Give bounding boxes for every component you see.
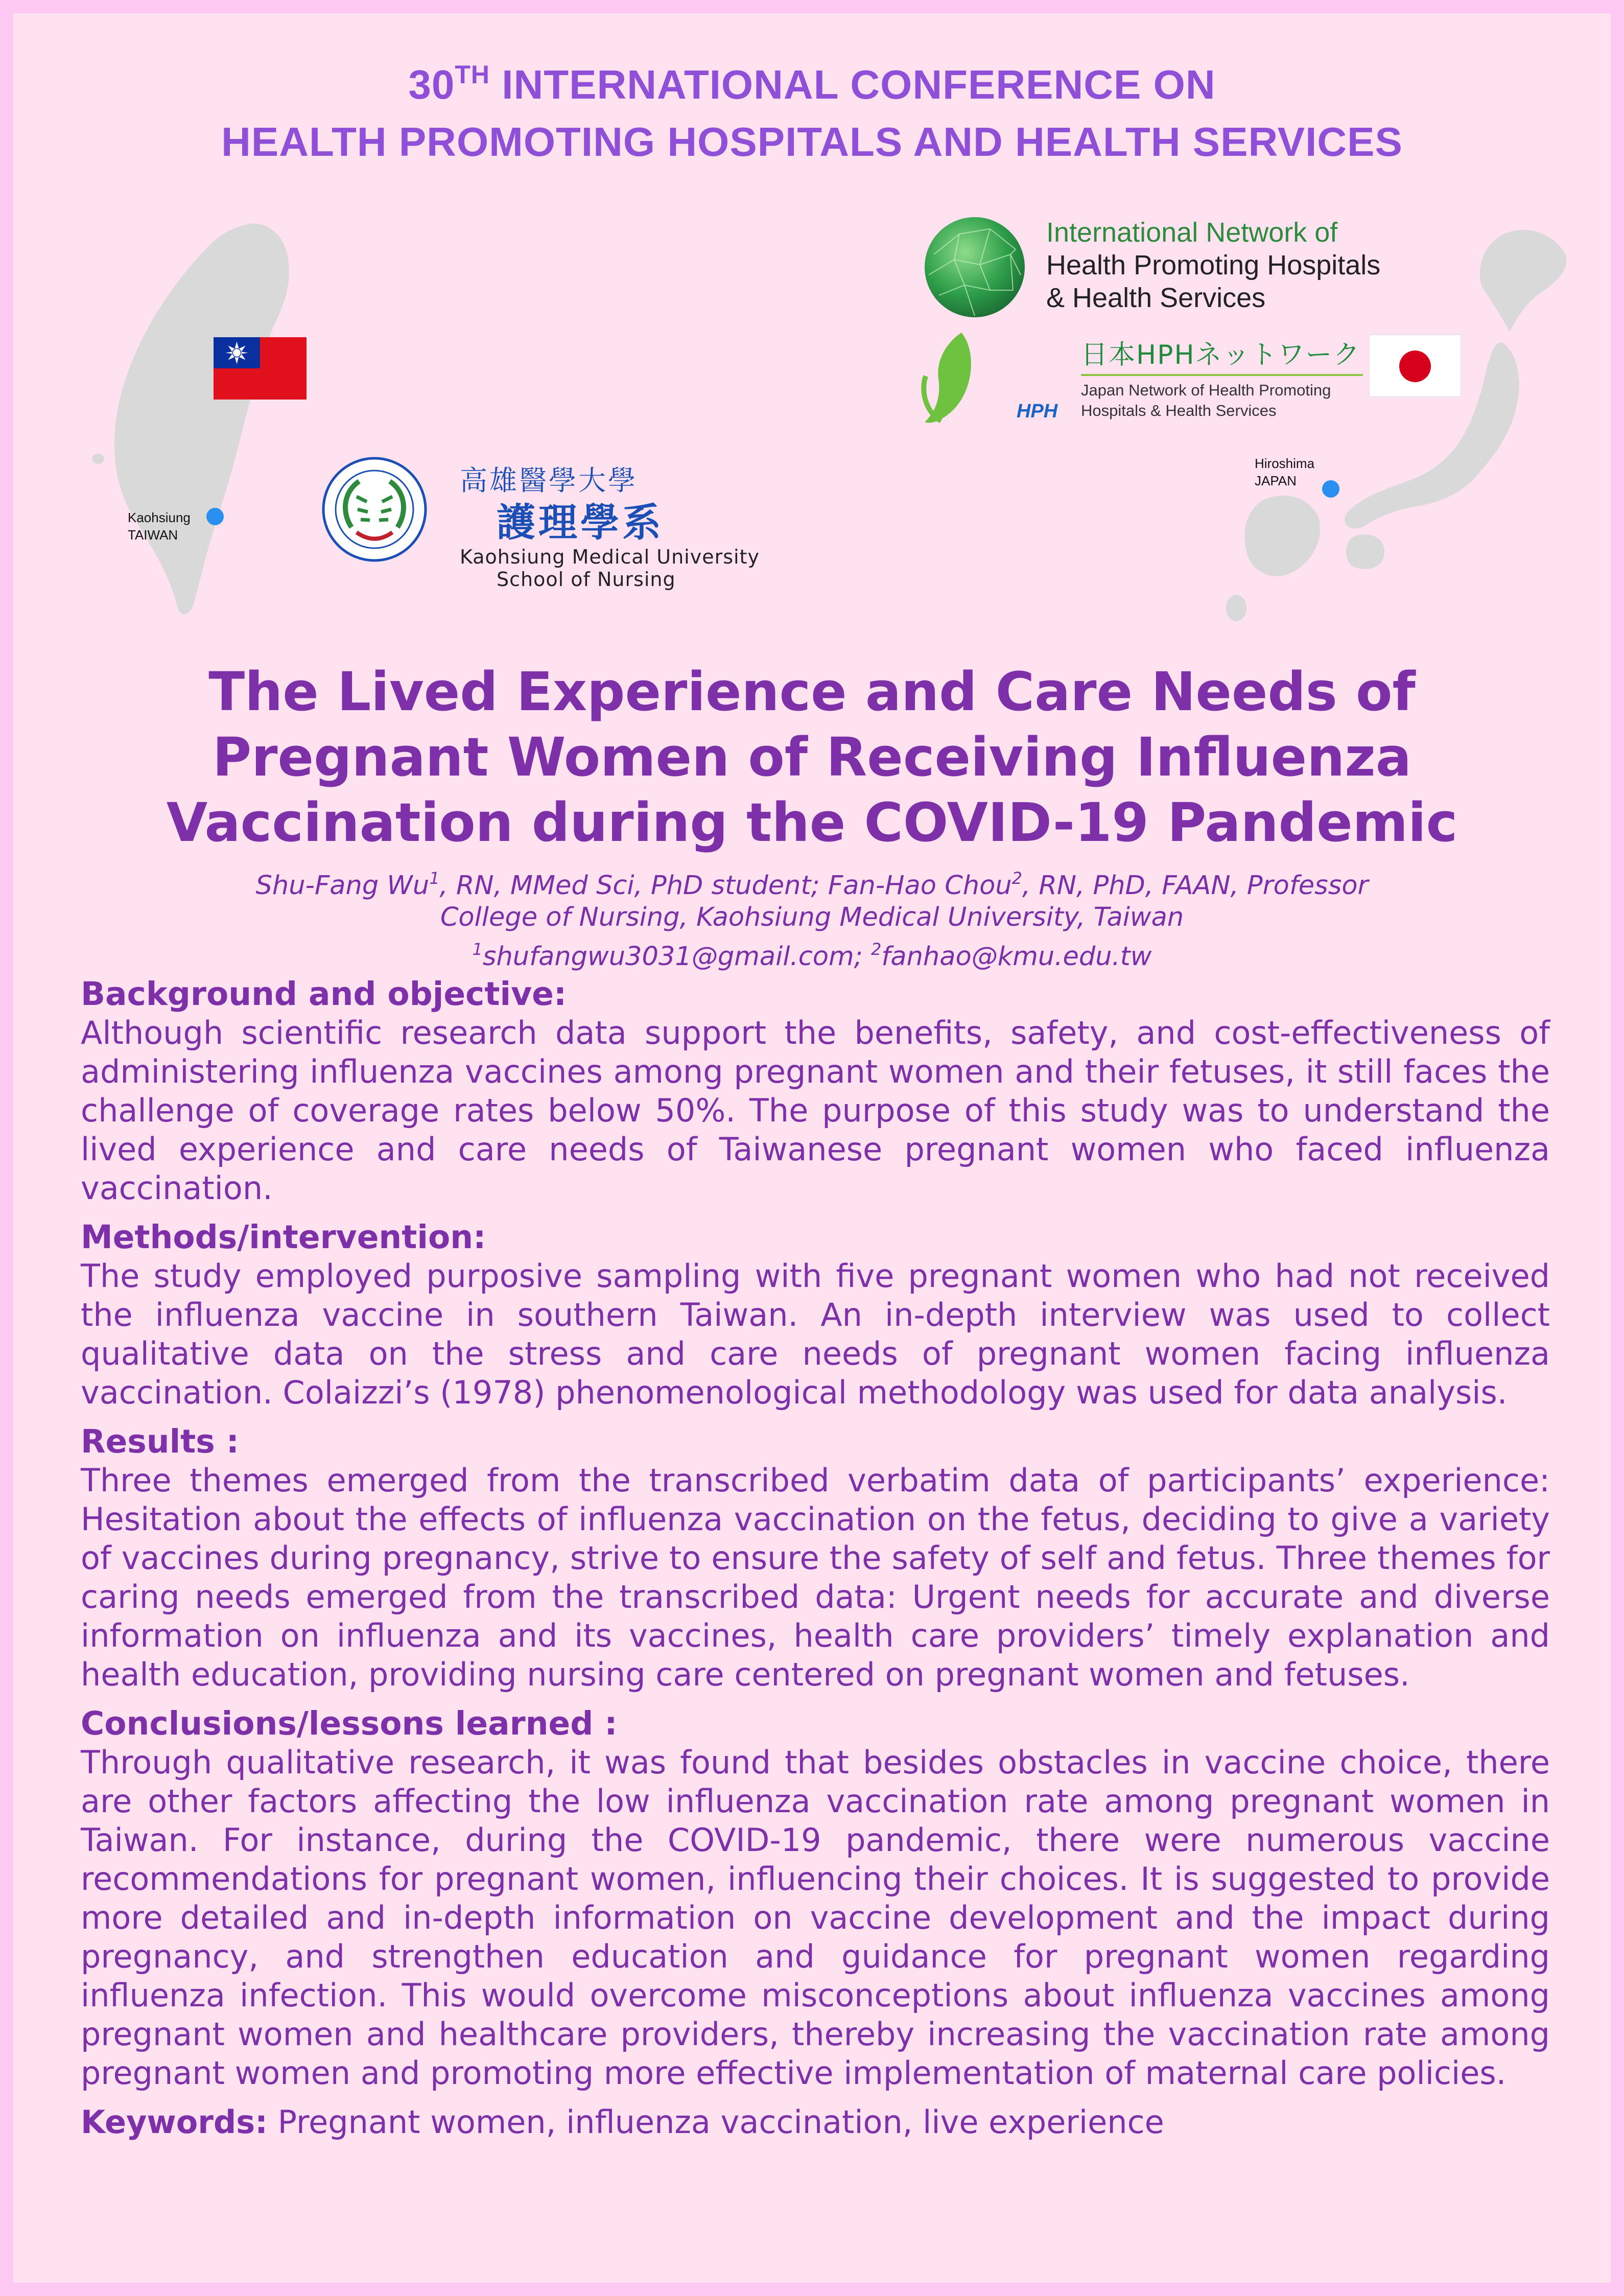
taiwan-flag-canton <box>214 337 260 368</box>
keywords <box>81 2103 1550 2142</box>
kmu-english-school: School of Nursing <box>497 568 676 591</box>
keywords-text: Pregnant women, influenza vaccination, live experience <box>267 2103 1164 2141</box>
japan-hph-divider <box>1081 374 1363 376</box>
kaohsiung-label: Kaohsiung TAIWAN <box>128 510 191 543</box>
background-text: Although scientific research data support the benefits, safety, and cost-effectiveness of administering influenza vaccines among pregnant women and their fetuses, it still faces the challenge of coverage rates below 50%. The purpose of this study was to understand the lived experience and care needs of Taiwanese pregnant women who faced influenza vaccination. <box>81 1014 1550 1207</box>
kmu-chinese-department: 護理學系 <box>497 500 664 545</box>
authors-block <box>0 862 1624 973</box>
methods-text: The study employed purposive sampling with five pregnant women who had not received the influenza vaccine in southern Taiwan. An in-depth interview was used to collect qualitative data on the stress and care needs of pregnant women facing influenza vaccination. Colaizzi’s (1978) phenomenological methodology was used for data analysis. <box>81 1257 1550 1411</box>
japan-flag-sun <box>1399 350 1431 382</box>
title-line2: Pregnant Women of Receiving Influenza <box>213 726 1411 788</box>
kmu-english-university: Kaohsiung Medical University <box>460 546 760 568</box>
methods-heading: Methods/intervention: <box>81 1219 486 1256</box>
hph-logo-line1: International Network of <box>1046 217 1338 248</box>
japan-hph-label: HPH <box>1017 401 1058 422</box>
background-heading: Background and objective: <box>81 975 567 1013</box>
conference-line2: HEALTH PROMOTING HOSPITALS AND HEALTH SERVICES <box>221 119 1403 165</box>
kmu-seal-logo <box>321 456 428 563</box>
hiroshima-marker <box>1322 480 1339 498</box>
keywords-label: Keywords: <box>81 2103 268 2141</box>
hph-logo-line3: & Health Services <box>1046 283 1266 313</box>
title-line1: The Lived Experience and Care Needs of <box>208 661 1416 723</box>
poster-title <box>0 659 1624 855</box>
results-text: Three themes emerged from the transcribed verbatim data of participants’ experience: Hesitation about the effects of influenza vaccination on the fetus, deciding to give a variety of vaccines during pregnancy, strive to ensure the safety of self and fetus. Three themes for caring needs emerged from the transcribed data: Urgent needs for accurate and diverse information on influenza and its vaccines, health care providers’ timely explanation and health education, providing nursing care centered on pregnant women and fetuses. <box>81 1462 1550 1693</box>
author-names: Shu-Fang Wu$^1$, RN, MMed Sci, PhD student; Fan-Hao Chou$^2$, RN, PhD, FAAN, Professor <box>255 869 1369 901</box>
japan-hph-english-line2: Hospitals & Health Services <box>1081 402 1277 419</box>
hph-globe-logo <box>924 214 1026 321</box>
japan-hph-leaf-logo <box>921 330 977 425</box>
conference-header <box>0 46 1624 171</box>
results-heading: Results : <box>81 1423 239 1460</box>
conclusions-heading: Conclusions/lessons learned : <box>81 1705 618 1742</box>
taiwan-flag <box>214 337 307 400</box>
japan-hph-japanese-name: 日本HPHネットワーク <box>1081 340 1361 370</box>
white-sun-icon <box>214 337 260 368</box>
japan-flag <box>1369 335 1461 397</box>
kaohsiung-marker <box>206 508 224 525</box>
author-affiliation: College of Nursing, Kaohsiung Medical University, Taiwan <box>440 902 1184 932</box>
kmu-chinese-university: 高雄醫學大學 <box>460 464 638 497</box>
title-line3: Vaccination during the COVID-19 Pandemic <box>166 791 1458 854</box>
author-emails: $^1$shufangwu3031@gmail.com; $^2$fanhao@kmu.edu.tw <box>472 940 1152 972</box>
abstract-content <box>81 975 1550 2142</box>
hiroshima-label: Hiroshima JAPAN <box>1255 456 1315 488</box>
hph-logo-line2: Health Promoting Hospitals <box>1046 250 1381 280</box>
taiwan-map <box>92 215 307 623</box>
conference-line1: 30TH INTERNATIONAL CONFERENCE ON <box>408 60 1216 107</box>
japan-hph-english-line1: Japan Network of Health Promoting <box>1081 381 1331 399</box>
conclusions-text: Through qualitative research, it was found that besides obstacles in vaccine choice, there are other factors affecting the low influenza vaccination rate among pregnant women in Taiwan. For instance, during the COVID-19 pandemic, there were numerous vaccine recommendations for pregnant women, influencing their choices. It is suggested to provide more detailed and in-depth information on vaccine development and the impact during pregnancy, and strengthen education and guidance for pregnant women regarding influenza infection. This would overcome misconceptions about influenza vaccines among pregnant women and healthcare providers, thereby increasing the vaccination rate among pregnant women and promoting more effective implementation of maternal care policies. <box>81 1744 1550 2092</box>
